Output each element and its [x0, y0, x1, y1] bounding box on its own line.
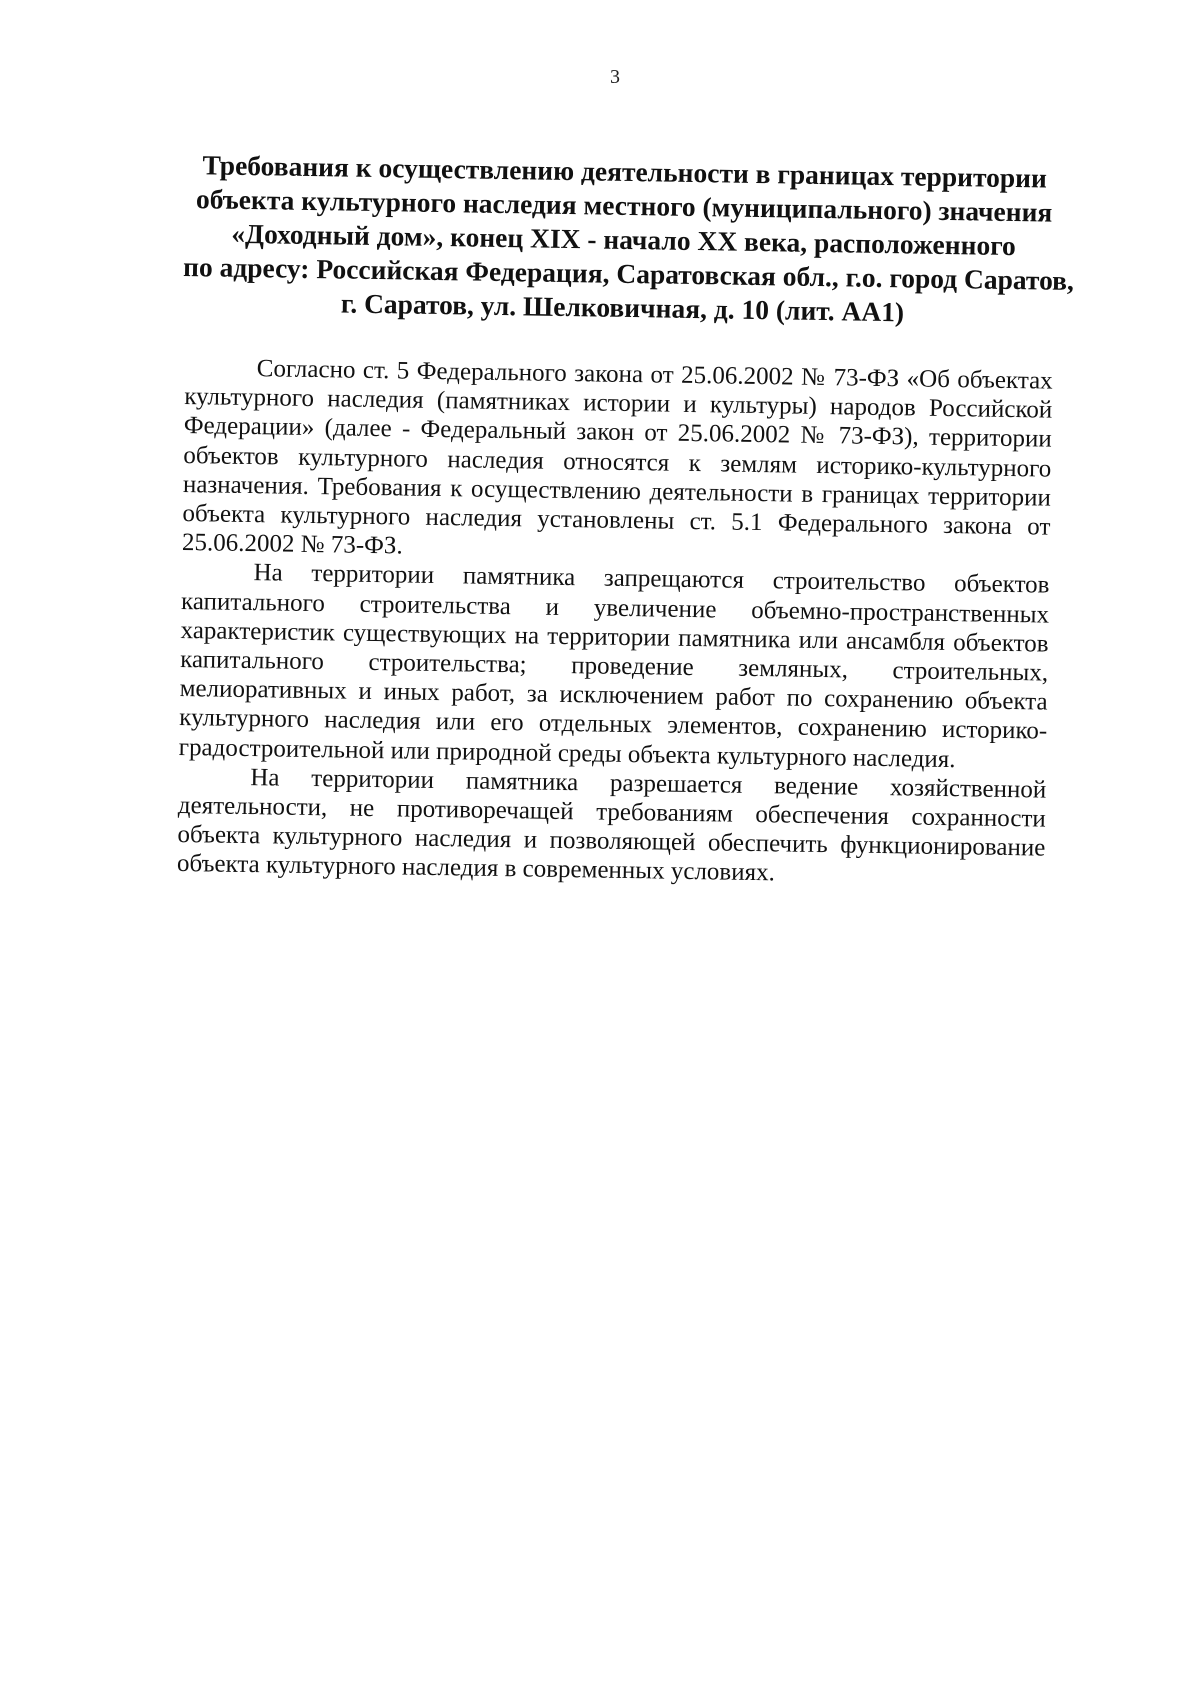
title-line-1: Требования к осуществлению деятельности в границах территории — [202, 149, 1048, 194]
title-line-3: «Доходный дом», конец XIX - начало XX века, расположенного — [231, 217, 1017, 262]
paragraph-permissions: На территории памятника разрешается ведение хозяйственной деятельности, не противоречащей требованиям обеспечения сохранности объекта культурного наследия и позволяющей обеспечить функционирование объекта культурного наследия в современных условиях. — [176, 763, 1047, 887]
title-line-2: объекта культурного наследия местного (муниципального) значения — [195, 183, 1053, 228]
document-body — [177, 353, 1053, 892]
document-title — [182, 148, 1075, 332]
paragraph-prohibitions: На территории памятника запрещаются строительство объектов капитального строительства и увеличение объемно-пространственных характеристик существующих на территории памятника или ансамбля объектов капитального строительства; проведение земляных, строительных, мелиоративных и иных работ, за исключением работ по сохранению объекта культурного наследия или его отдельных элементов, сохранению историко-градостроительной или природной среды объекта культурного наследия. — [178, 559, 1050, 773]
title-line-4: по адресу: Российская Федерация, Саратовская обл., г.о. город Саратов, — [182, 250, 1075, 296]
title-line-5: г. Саратов, ул. Шелковичная, д. 10 (лит. АА1) — [340, 287, 905, 328]
paragraph-legal-basis: Согласно ст. 5 Федерального закона от 25.06.2002 № 73-ФЗ «Об объектах культурного наследия (памятниках истории и культуры) народов Российской Федерации» (далее - Федеральный закон от 25.06.2002 № 73-ФЗ), территории объектов культурного наследия относятся к землям историко-культурного назначения. Требования к осуществлению деятельности в границах территории объекта культурного наследия установлены ст. 5.1 Федерального закона от 25.06.2002 № 73-ФЗ. — [181, 355, 1053, 560]
page-number: 3 — [610, 66, 620, 88]
